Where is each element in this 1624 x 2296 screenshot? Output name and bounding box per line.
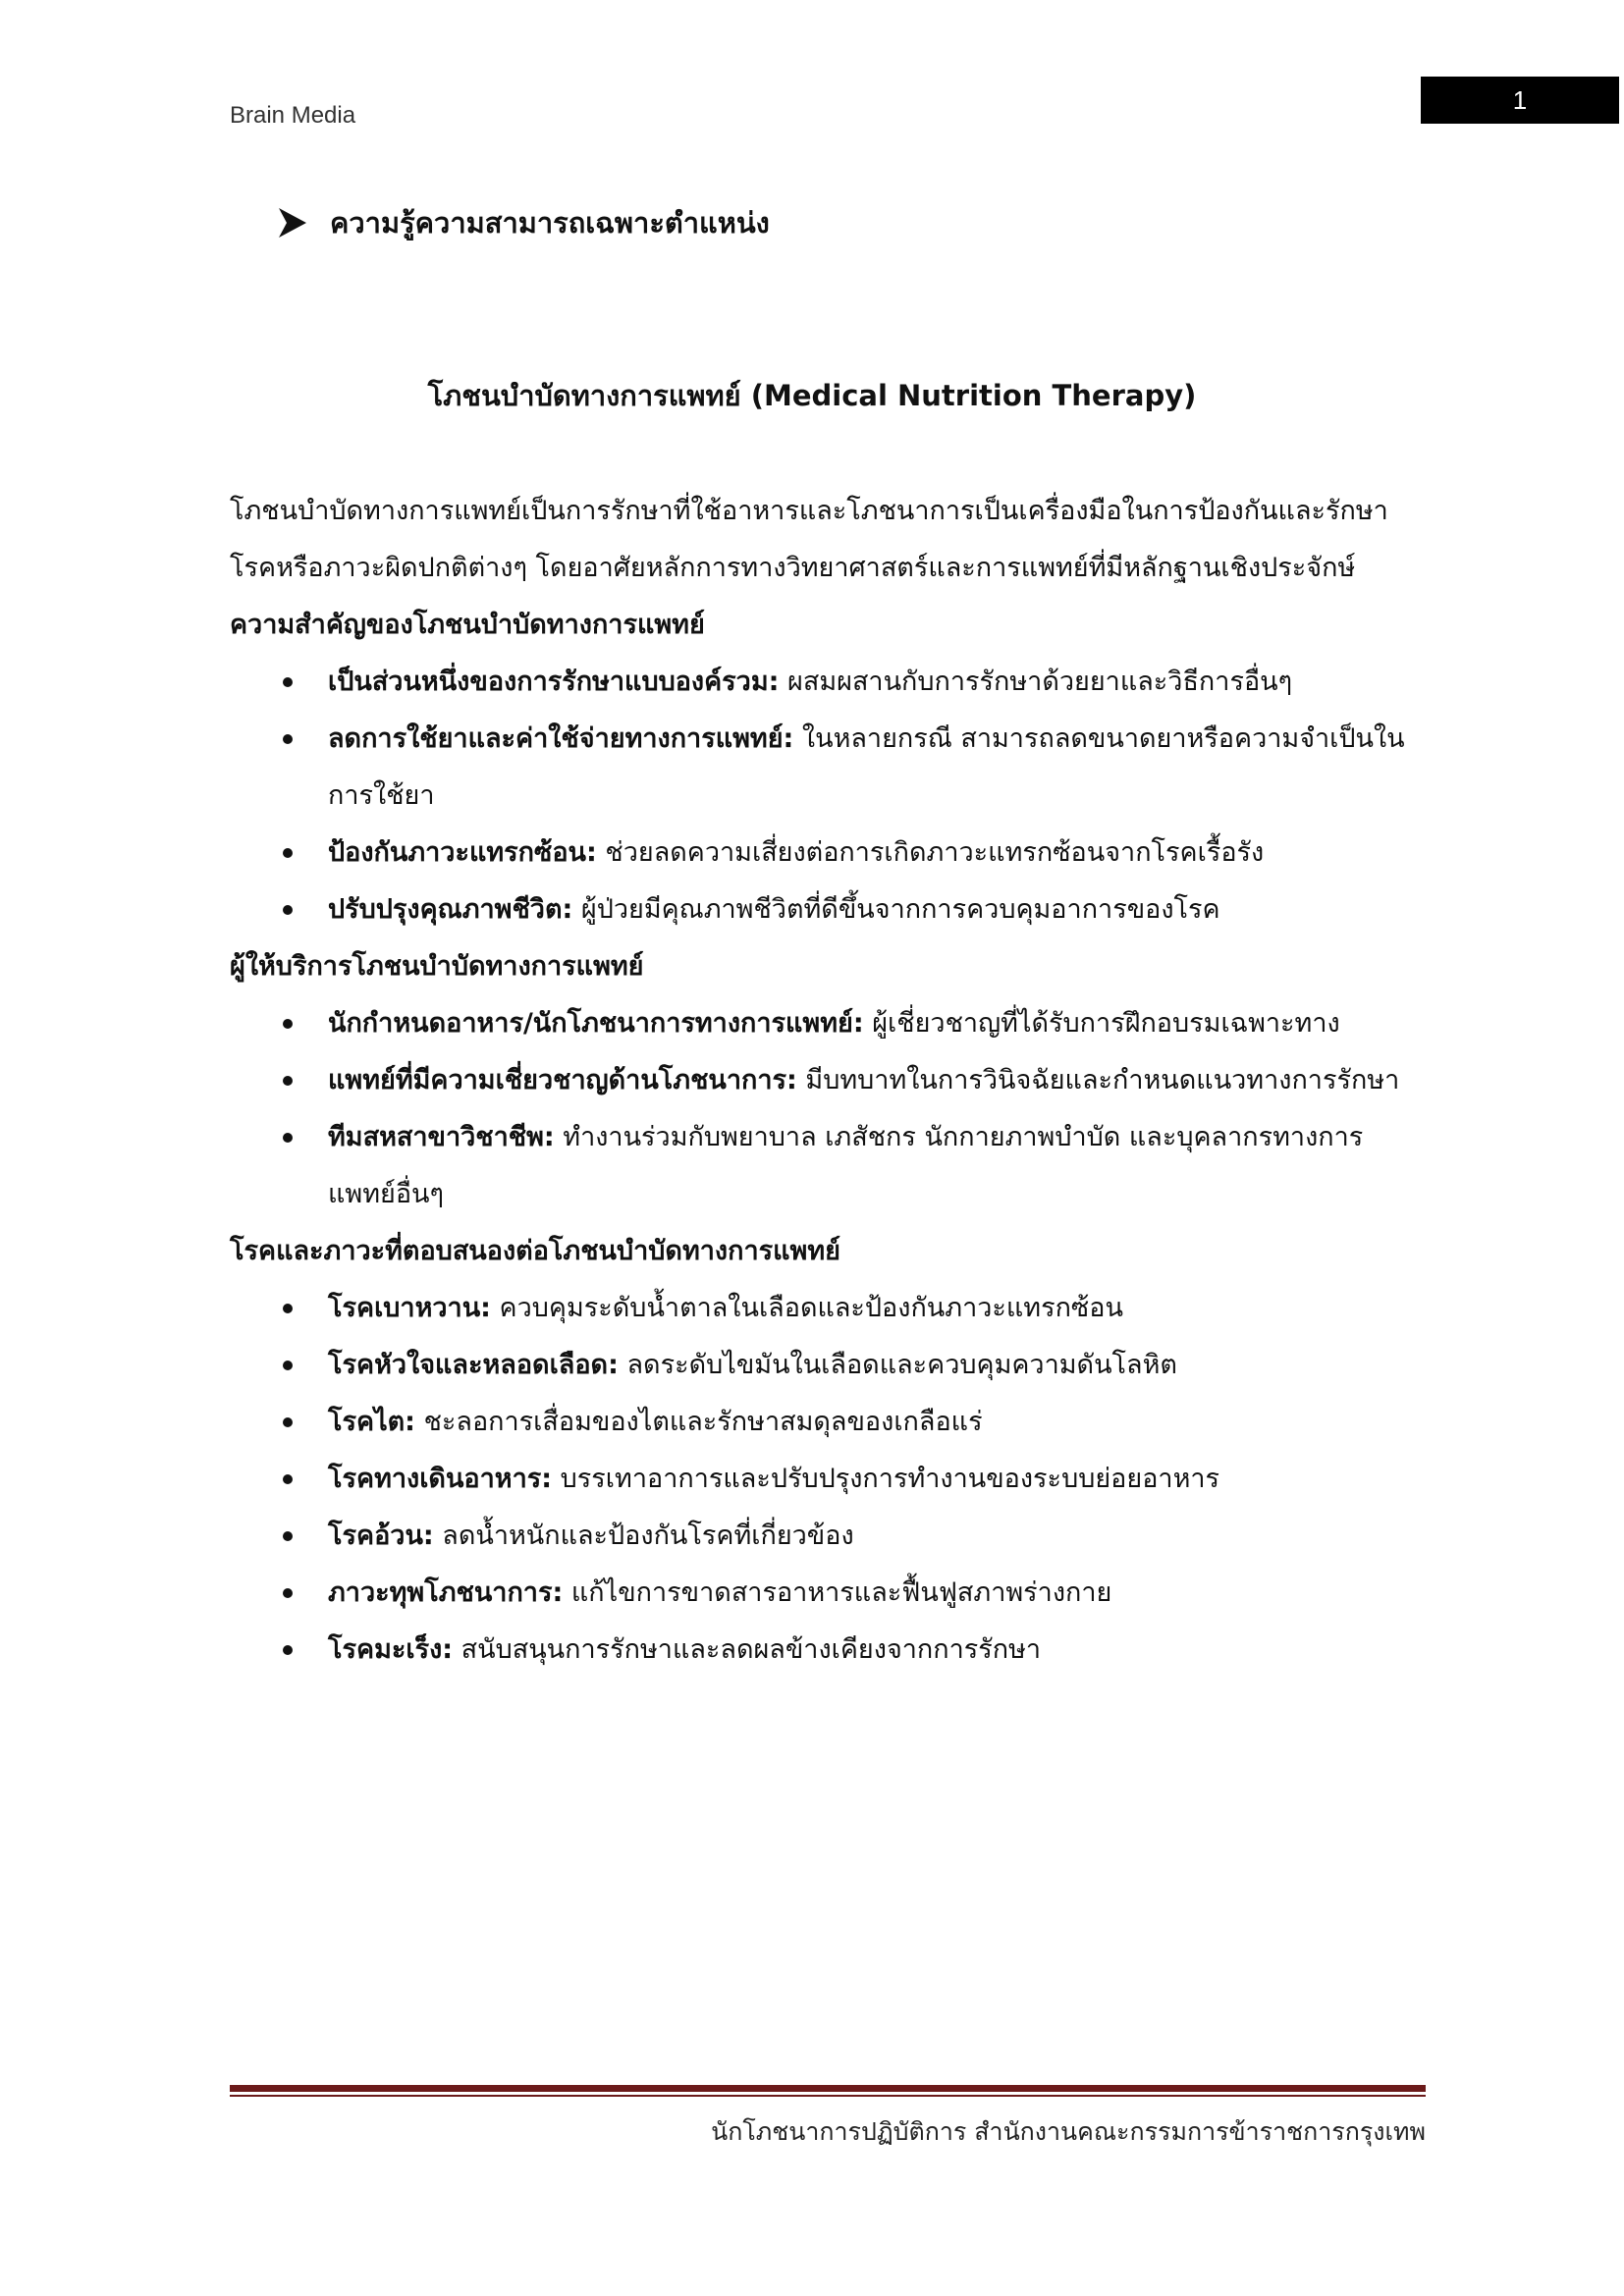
- footer-divider-thick: [230, 2085, 1426, 2092]
- item-term: โรคเบาหวาน:: [328, 1293, 491, 1323]
- item-term: ภาวะทุพโภชนาการ:: [328, 1577, 564, 1608]
- item-term: ลดการใช้ยาและค่าใช้จ่ายทางการแพทย์:: [328, 723, 794, 754]
- list-item: [230, 1394, 1428, 1451]
- bullet-list-importance: [230, 654, 1428, 938]
- group-heading-providers: ผู้ให้บริการโภชนบำบัดทางการแพทย์: [230, 951, 644, 982]
- item-desc: ผู้เชี่ยวชาญที่ได้รับการฝึกอบรมเฉพาะทาง: [863, 1008, 1340, 1039]
- item-term: โรคทางเดินอาหาร:: [328, 1464, 553, 1494]
- item-term: นักกำหนดอาหาร/นักโภชนาการทางการแพทย์:: [328, 1008, 864, 1039]
- bullet-icon: [283, 1417, 293, 1427]
- item-term: แพทย์ที่มีความเชี่ยวชาญด้านโภชนาการ:: [328, 1065, 797, 1095]
- item-term: ทีมสหสาขาวิชาชีพ:: [328, 1122, 555, 1152]
- document-body: [230, 483, 1428, 1679]
- header-brand: Brain Media: [230, 102, 356, 129]
- item-term: ปรับปรุงคุณภาพชีวิต:: [328, 894, 573, 925]
- list-item: [230, 654, 1428, 711]
- item-desc: ควบคุมระดับน้ำตาลในเลือดและป้องกันภาวะแทรกซ้อน: [490, 1293, 1123, 1323]
- bullet-icon: [283, 1133, 293, 1143]
- list-item: [230, 995, 1428, 1052]
- bullet-icon: [283, 1474, 293, 1484]
- list-item: [230, 1451, 1428, 1508]
- bullet-icon: [283, 734, 293, 744]
- bullet-icon: [283, 1645, 293, 1655]
- list-item: [230, 1565, 1428, 1622]
- item-desc: ลดระดับไขมันในเลือดและควบคุมความดันโลหิต: [618, 1350, 1177, 1380]
- intro-paragraph: โภชนบำบัดทางการแพทย์เป็นการรักษาที่ใช้อาหารและโภชนาการเป็นเครื่องมือในการป้องกันและรักษาโรคหรือภาวะผิดปกติต่างๆ โดยอาศัยหลักการทางวิทยาศาสตร์และการแพทย์ที่มีหลักฐานเชิงประจักษ์: [230, 496, 1388, 583]
- list-item: [230, 711, 1428, 825]
- bullet-icon: [283, 1019, 293, 1029]
- item-desc: ลดน้ำหนักและป้องกันโรคที่เกี่ยวข้อง: [433, 1521, 854, 1551]
- item-desc: ชะลอการเสื่อมของไตและรักษาสมดุลของเกลือแร่: [414, 1407, 983, 1437]
- list-item: [230, 825, 1428, 881]
- item-desc: ในหลายกรณี สามารถลดขนาดยาหรือความจำเป็นในการใช้ยา: [328, 723, 1405, 811]
- bullet-list-conditions: [230, 1280, 1428, 1679]
- arrow-bullet-icon: [277, 206, 308, 240]
- item-desc: มีบทบาทในการวินิจฉัยและกำหนดแนวทางการรักษา: [796, 1065, 1400, 1095]
- item-term: ป้องกันภาวะแทรกซ้อน:: [328, 837, 597, 868]
- bullet-icon: [283, 848, 293, 858]
- bullet-icon: [283, 1304, 293, 1313]
- item-desc: ผสมผสานกับการรักษาด้วยยาและวิธีการอื่นๆ: [779, 667, 1293, 697]
- section-heading-text: ความรู้ความสามารถเฉพาะตำแหน่ง: [330, 206, 770, 240]
- group-heading-importance: ความสำคัญของโภชนบำบัดทางการแพทย์: [230, 610, 705, 640]
- list-item: [230, 881, 1428, 938]
- bullet-icon: [283, 1361, 293, 1370]
- item-desc: ทำงานร่วมกับพยาบาล เภสัชกร นักกายภาพบำบัด และบุคลากรทางการแพทย์อื่นๆ: [328, 1122, 1364, 1209]
- document-title: โภชนบำบัดทางการแพทย์ (Medical Nutrition Therapy): [427, 379, 1197, 412]
- bullet-icon: [283, 1588, 293, 1598]
- list-item: [230, 1622, 1428, 1679]
- bullet-icon: [283, 1076, 293, 1086]
- list-item: [230, 1280, 1428, 1337]
- list-item: [230, 1337, 1428, 1394]
- item-desc: แก้ไขการขาดสารอาหารและฟื้นฟูสภาพร่างกาย: [563, 1577, 1112, 1608]
- bullet-icon: [283, 1531, 293, 1541]
- list-item: [230, 1508, 1428, 1565]
- bullet-list-providers: [230, 995, 1428, 1223]
- item-term: โรคมะเร็ง:: [328, 1634, 454, 1665]
- item-desc: บรรเทาอาการและปรับปรุงการทำงานของระบบย่อยอาหาร: [552, 1464, 1220, 1494]
- footer-divider-thin: [230, 2095, 1426, 2097]
- item-term: เป็นส่วนหนึ่งของการรักษาแบบองค์รวม:: [328, 667, 780, 697]
- list-item: [230, 1109, 1428, 1223]
- group-heading-conditions: โรคและภาวะที่ตอบสนองต่อโภชนบำบัดทางการแพทย์: [230, 1236, 840, 1266]
- bullet-icon: [283, 677, 293, 687]
- item-term: โรคหัวใจและหลอดเลือด:: [328, 1350, 619, 1380]
- item-term: โรคอ้วน:: [328, 1521, 434, 1551]
- footer-divider: [230, 2085, 1426, 2097]
- item-desc: สนับสนุนการรักษาและลดผลข้างเคียงจากการรักษา: [453, 1634, 1042, 1665]
- list-item: [230, 1052, 1428, 1109]
- item-desc: ผู้ป่วยมีคุณภาพชีวิตที่ดีขึ้นจากการควบคุมอาการของโรค: [572, 894, 1220, 925]
- section-heading: [277, 200, 770, 245]
- bullet-icon: [283, 905, 293, 915]
- item-term: โรคไต:: [328, 1407, 415, 1437]
- footer-text: นักโภชนาการปฏิบัติการ สำนักงานคณะกรรมการข้าราชการกรุงเทพ: [711, 2117, 1426, 2146]
- item-desc: ช่วยลดความเสี่ยงต่อการเกิดภาวะแทรกซ้อนจากโรคเรื้อรัง: [596, 837, 1265, 868]
- page-number: 1: [1421, 77, 1619, 124]
